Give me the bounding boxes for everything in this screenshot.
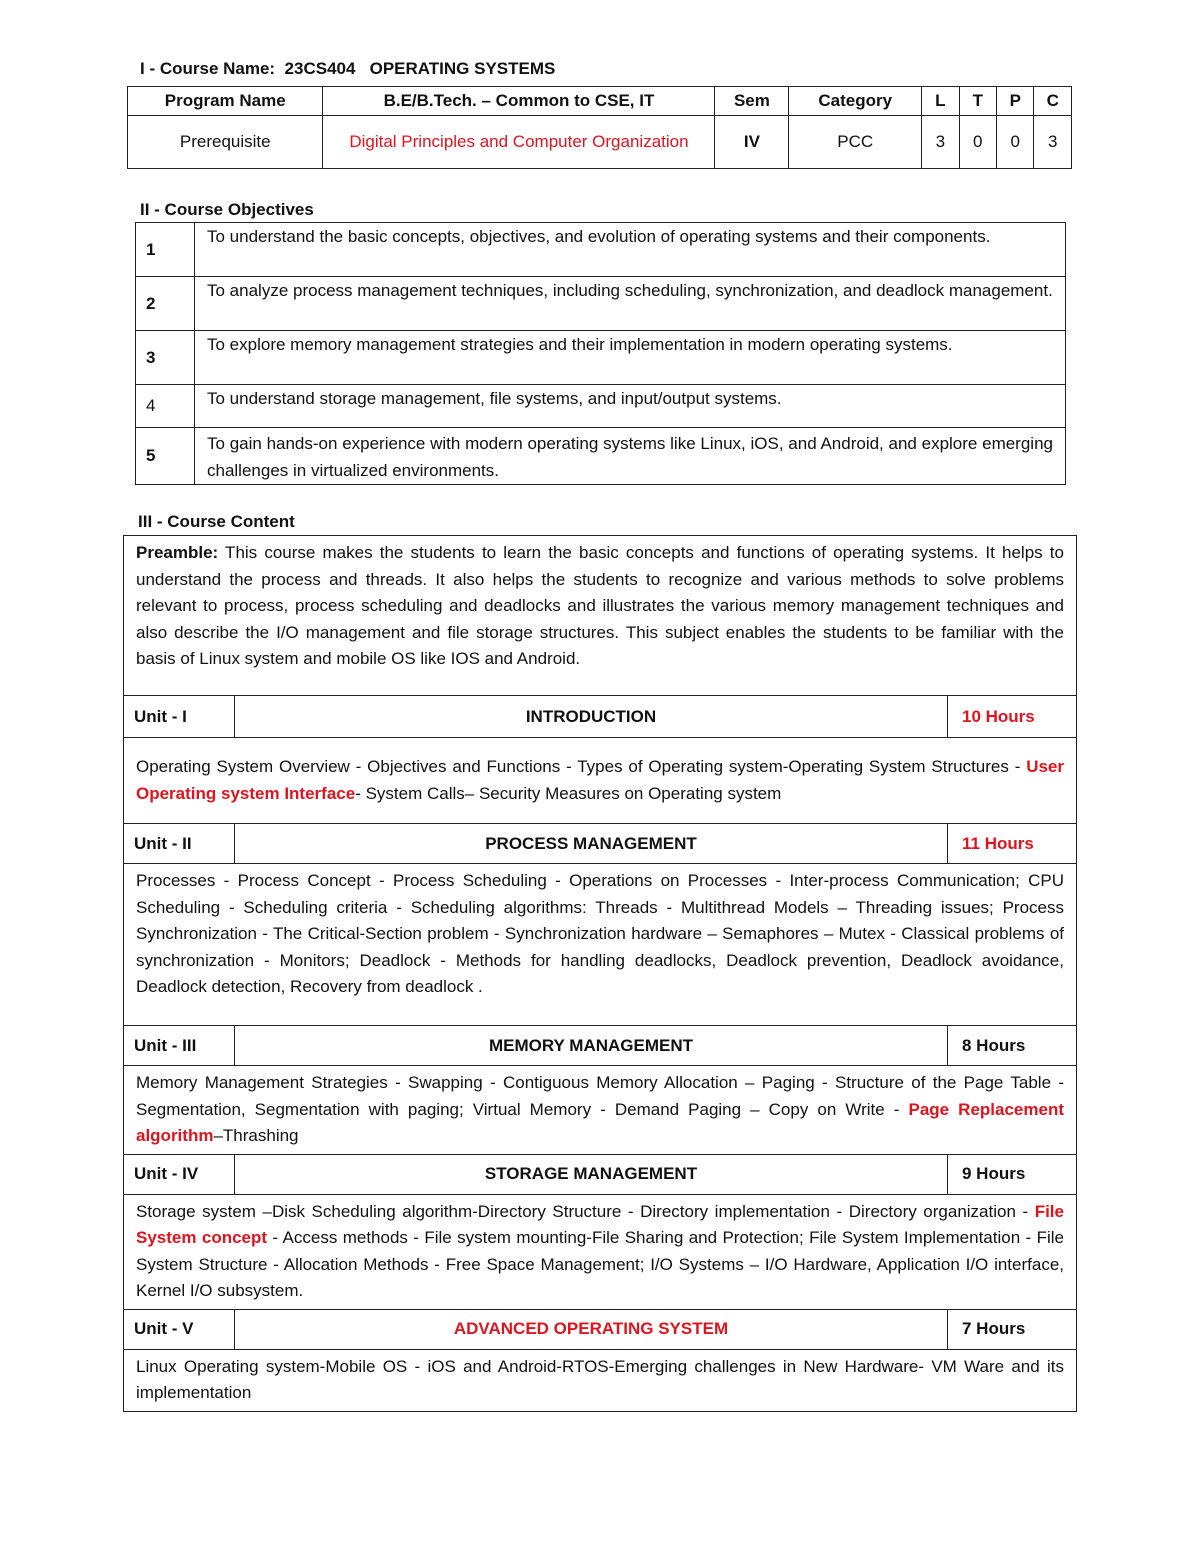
unit-title: INTRODUCTION (235, 696, 948, 738)
unit-header-row (124, 696, 1077, 738)
p-value: 0 (997, 116, 1034, 169)
header-program-value: B.E/B.Tech. – Common to CSE, IT (323, 87, 715, 116)
unit-text: Memory Management Strategies - Swapping - Contiguous Memory Allocation – Paging - Structure of the Page Table - Segmentation, Segmentation with paging; Virtual Memory - Demand Paging – Copy on Write - (136, 1073, 1064, 1119)
course-title: OPERATING SYSTEMS (369, 59, 556, 78)
unit-title: PROCESS MANAGEMENT (235, 824, 948, 864)
unit-body-row (124, 1349, 1077, 1411)
objective-text: To analyze process management techniques, including scheduling, synchronization, and deadlock management. (195, 277, 1066, 331)
unit-body (124, 864, 1077, 1026)
unit-body (124, 1349, 1077, 1411)
course-content-heading: III - Course Content (138, 512, 295, 531)
preamble-row (124, 536, 1077, 696)
unit-hours: 9 Hours (948, 1154, 1077, 1194)
objective-number: 5 (136, 428, 195, 485)
objectives-heading: II - Course Objectives (140, 200, 314, 219)
objectives-table (135, 222, 1066, 485)
unit-label: Unit - V (124, 1309, 235, 1349)
course-code: 23CS404 (284, 59, 356, 78)
unit-label: Unit - IV (124, 1154, 235, 1194)
unit-highlight: User Operating system Interface (136, 757, 1064, 803)
header-c: C (1034, 87, 1072, 116)
objective-number: 3 (136, 331, 195, 385)
objective-text: To understand storage management, file systems, and input/output systems. (195, 385, 1066, 428)
unit-text-continued: - System Calls– Security Measures on Operating system (355, 783, 782, 803)
unit-label: Unit - III (124, 1026, 235, 1066)
header-l: L (922, 87, 959, 116)
unit-header-row (124, 1309, 1077, 1349)
prerequisite-value: Digital Principles and Computer Organization (323, 116, 715, 169)
objective-row (136, 223, 1066, 277)
unit-text: Operating System Overview - Objectives and Functions - Types of Operating system-Operating System Structures - (136, 757, 1027, 776)
course-name-heading (140, 59, 555, 79)
preamble-cell (124, 536, 1077, 696)
header-sem: Sem (715, 87, 789, 116)
sem-value: IV (715, 116, 789, 169)
unit-body (124, 738, 1077, 824)
preamble-text: This course makes the students to learn the basic concepts and functions of operating systems. It helps to understand the process and threads. It also helps the students to recognize and various methods to solve problems relevant to process, process scheduling and deadlocks and illustrates the various memory management techniques and also describe the I/O management and file storage structures. This subject enables the students to be familiar with the basis of Linux system and mobile OS like IOS and Android. (136, 543, 1064, 668)
unit-label: Unit - I (124, 696, 235, 738)
unit-text: Storage system –Disk Scheduling algorithm-Directory Structure - Directory implementation - Directory organization - (136, 1201, 1035, 1221)
preamble-label: Preamble: (136, 543, 219, 562)
objective-number: 4 (136, 385, 195, 428)
unit-label: Unit - II (124, 824, 235, 864)
objective-text: To gain hands-on experience with modern operating systems like Linux, iOS, and Android, and explore emerging challenges in virtualized environments. (195, 428, 1066, 485)
objective-row (136, 428, 1066, 485)
objective-number: 1 (136, 223, 195, 277)
header-category: Category (789, 87, 922, 116)
objective-text: To explore memory management strategies and their implementation in modern operating systems. (195, 331, 1066, 385)
objective-row (136, 277, 1066, 331)
unit-hours: 11 Hours (948, 824, 1077, 864)
unit-body-row (124, 1194, 1077, 1309)
unit-body (124, 1066, 1077, 1155)
unit-hours: 8 Hours (948, 1026, 1077, 1066)
unit-text: Linux Operating system-Mobile OS - iOS and Android-RTOS-Emerging challenges in New Hardware- VM Ware and its implementation (136, 1356, 1064, 1402)
course-info-header-row (128, 87, 1072, 116)
unit-header-row (124, 824, 1077, 864)
unit-highlight: Page Replacement algorithm (136, 1099, 1064, 1145)
header-p: P (997, 87, 1034, 116)
unit-hours: 7 Hours (948, 1309, 1077, 1349)
c-value: 3 (1034, 116, 1072, 169)
course-info-values-row (128, 116, 1072, 169)
unit-hours: 10 Hours (948, 696, 1077, 738)
objective-text: To understand the basic concepts, objectives, and evolution of operating systems and their components. (195, 223, 1066, 277)
objective-row (136, 331, 1066, 385)
unit-title: ADVANCED OPERATING SYSTEM (235, 1309, 948, 1349)
unit-body-row (124, 1066, 1077, 1155)
course-info-table (127, 86, 1072, 169)
unit-header-row (124, 1026, 1077, 1066)
unit-title: STORAGE MANAGEMENT (235, 1154, 948, 1194)
t-value: 0 (959, 116, 996, 169)
category-value: PCC (789, 116, 922, 169)
header-program-name: Program Name (128, 87, 323, 116)
course-content-table (123, 535, 1077, 1412)
unit-header-row (124, 1154, 1077, 1194)
unit-text: Processes - Process Concept - Process Scheduling - Operations on Processes - Inter-process Communication; CPU Scheduling - Scheduling criteria - Scheduling algorithms: Threads - Multithread Models – Threading issues; Process Synchronization - The Critical-Section problem - Synchronization hardware – Semaphores – Mutex - Classical problems of synchronization - Monitors; Deadlock - Methods for handling deadlocks, Deadlock prevention, Deadlock avoidance, Deadlock detection, Recovery from deadlock . (136, 871, 1064, 996)
unit-text-continued: - Access methods - File system mounting-File Sharing and Protection; File System Implementation - File System Structure - Allocation Methods - Free Space Management; I/O Systems – I/O Hardware, Application I/O interface, Kernel I/O subsystem. (136, 1228, 1064, 1300)
unit-body (124, 1194, 1077, 1309)
l-value: 3 (922, 116, 959, 169)
prerequisite-label: Prerequisite (128, 116, 323, 169)
unit-title: MEMORY MANAGEMENT (235, 1026, 948, 1066)
unit-body-row (124, 738, 1077, 824)
unit-highlight: File System concept (136, 1201, 1064, 1247)
objective-row (136, 385, 1066, 428)
header-t: T (959, 87, 996, 116)
course-name-prefix: I - Course Name: (140, 59, 276, 78)
unit-body-row (124, 864, 1077, 1026)
objective-number: 2 (136, 277, 195, 331)
unit-text-continued: –Thrashing (213, 1126, 299, 1145)
